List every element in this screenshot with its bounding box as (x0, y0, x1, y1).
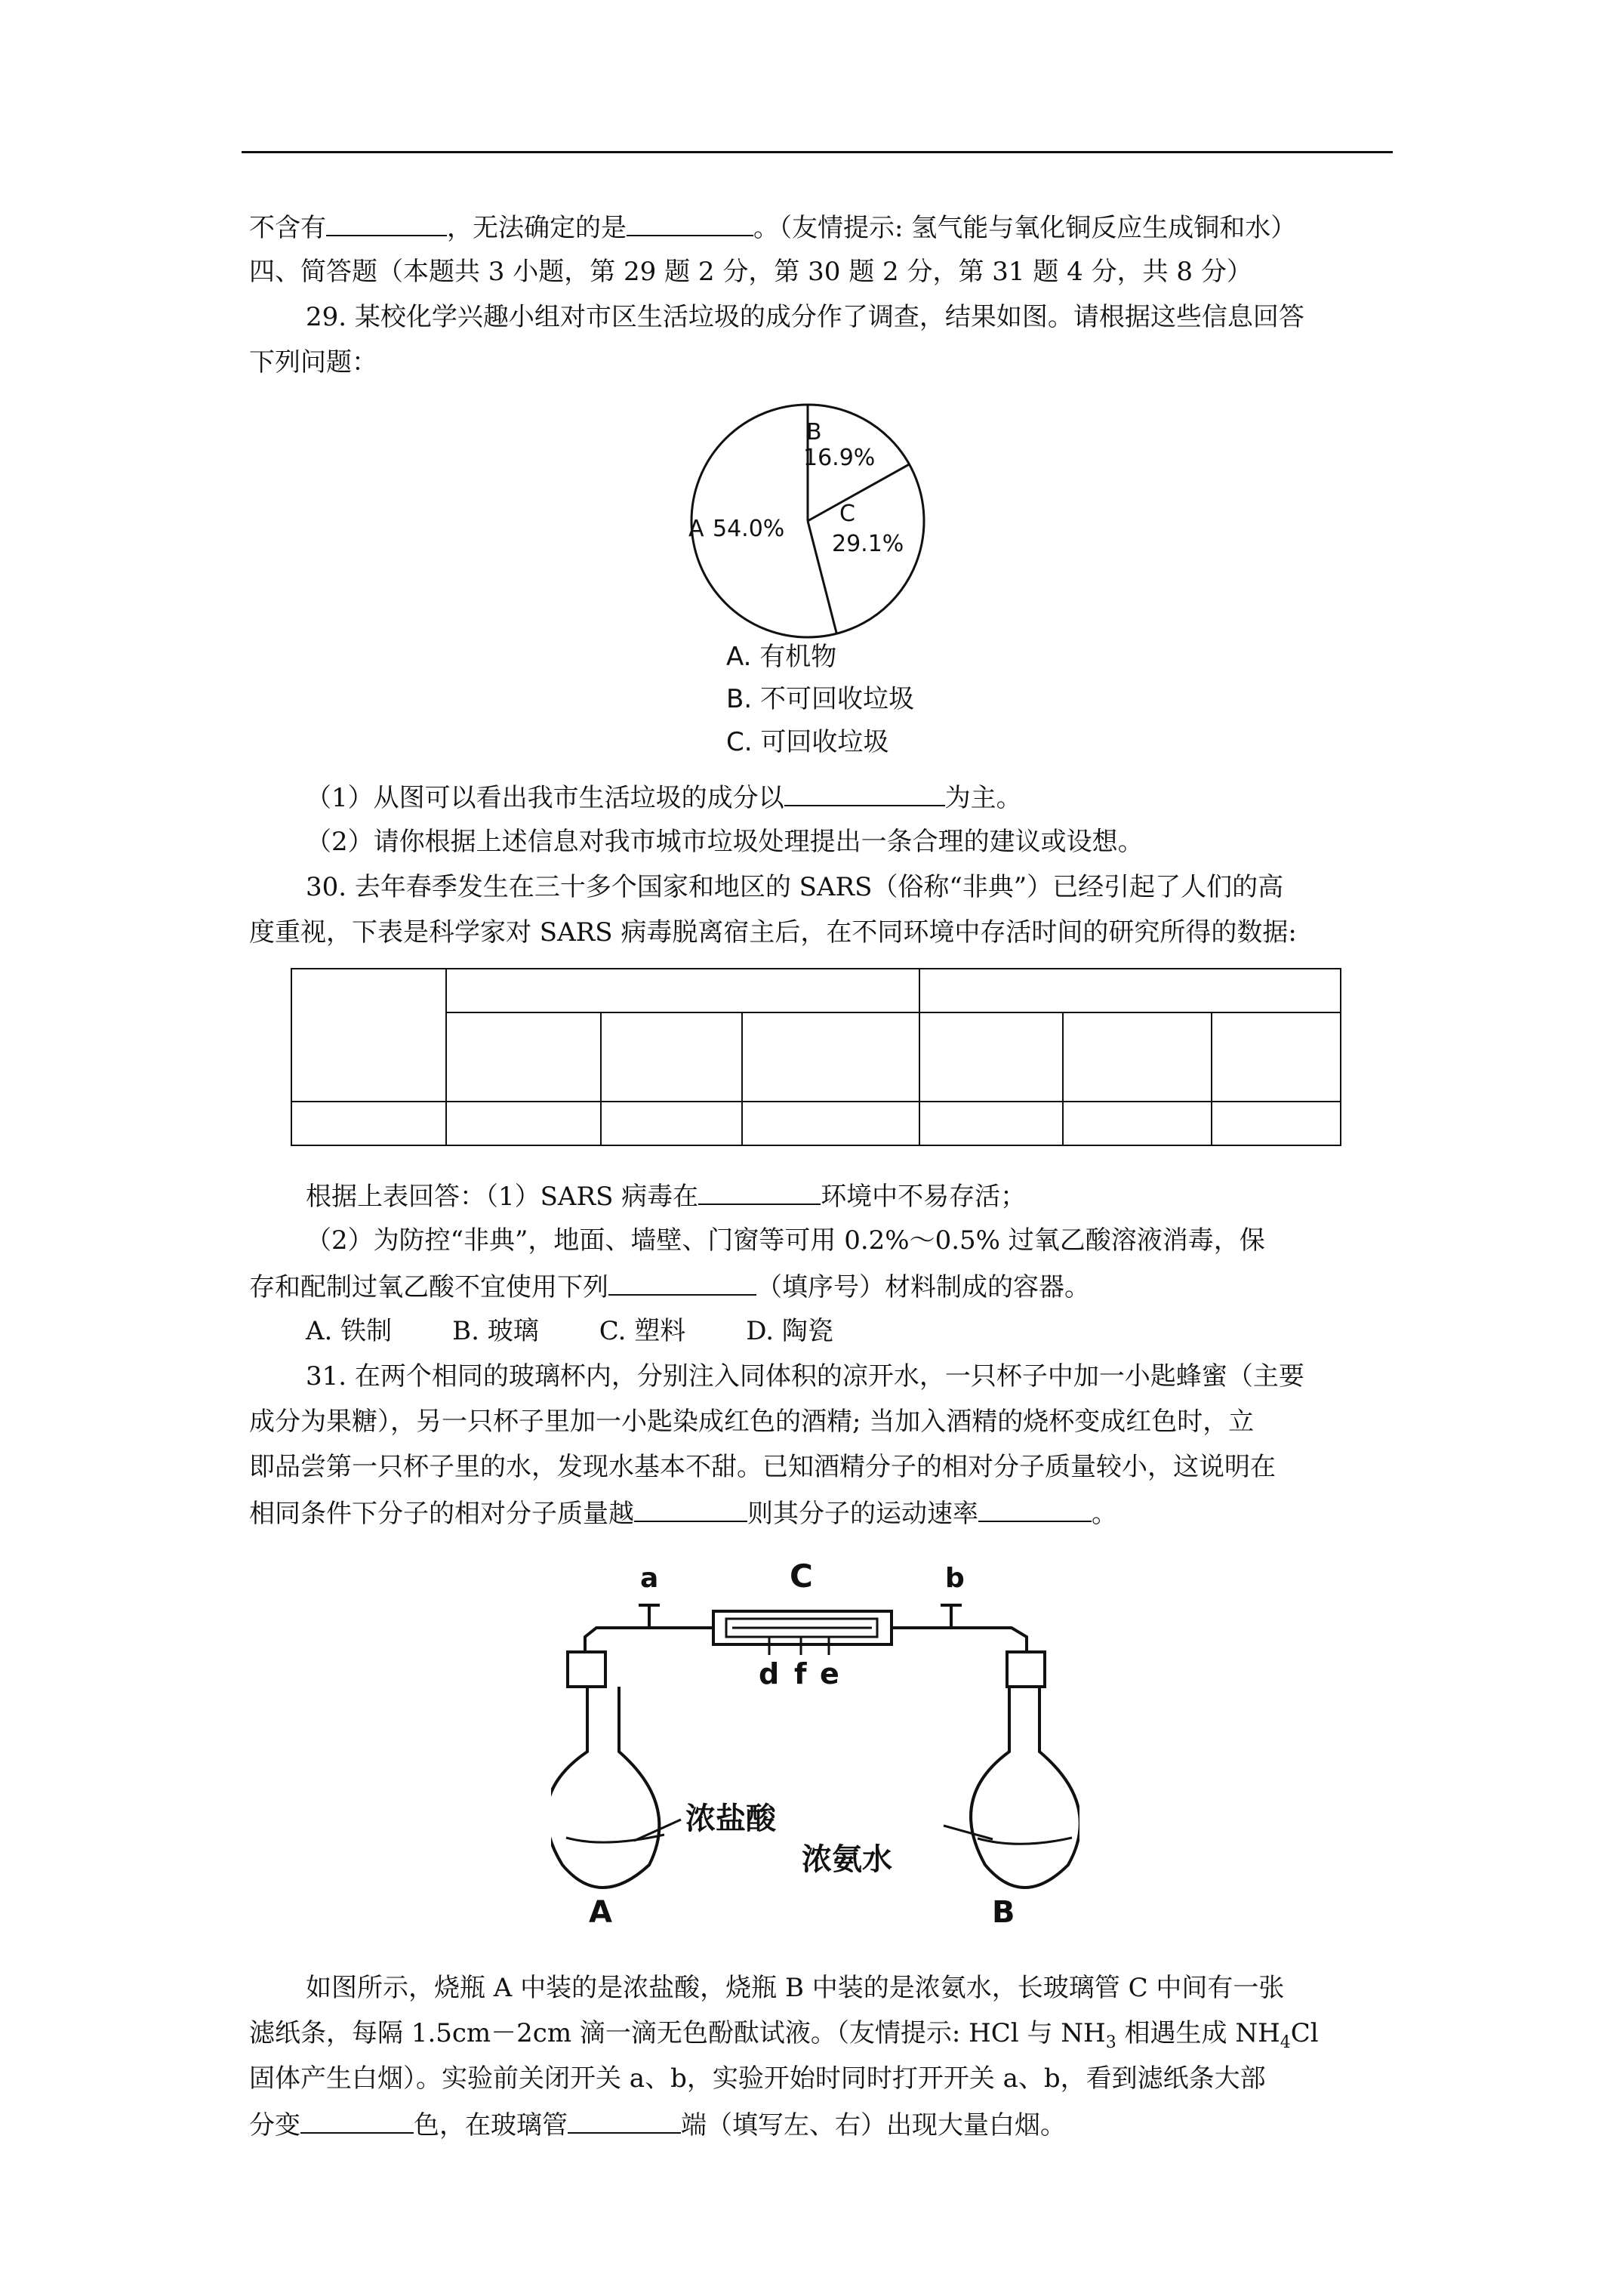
label-conc-hcl: 浓盐酸 (685, 1801, 776, 1836)
q29-sub-2: （2）请你根据上述信息对我市城市垃圾处理提出一条合理的建议或设想。 (306, 827, 1144, 857)
q31-line-2: 成分为果糖），另一只杯子里加一小匙染成红色的酒精; 当加入酒精的烧杯变成红色时，立 (249, 1407, 1255, 1437)
slice-label-b: B (806, 419, 822, 445)
right-tube (892, 1628, 1027, 1653)
option-d[interactable]: D. 陶瓷 (746, 1316, 833, 1346)
q28-text-3: 。（友情提示: 氢气能与氧化铜反应生成铜和水） (753, 213, 1297, 243)
right-stopper (1007, 1652, 1045, 1687)
table-cell (1063, 1012, 1212, 1102)
answer-blank[interactable] (300, 2106, 414, 2134)
q31b-line-2-text-end: Cl (1290, 2018, 1319, 2048)
q31-line-1: 31. 在两个相同的玻璃杯内，分别注入同体积的凉开水，一只杯子中加一小匙蜂蜜（主要 (306, 1361, 1304, 1391)
flask-b (971, 1687, 1079, 1888)
pie-separator-b-c (808, 464, 909, 521)
q31b-line-2-text-mid: 相遇生成 NH (1116, 2018, 1280, 2048)
q29-sub-1-text: （1）从图可以看出我市生活垃圾的成分以 (306, 783, 784, 813)
table-cell (1212, 1012, 1341, 1102)
label-flask-a: A (589, 1895, 612, 1930)
table-cell (919, 969, 1341, 1012)
slice-label-a: A (688, 516, 704, 542)
sars-survival-table (291, 968, 1341, 1146)
q31-line-4-text-end: 。 (1092, 1499, 1117, 1529)
acid-surface (566, 1835, 664, 1842)
q31-line-3: 即品尝第一只杯子里的水，发现水基本不甜。已知酒精分子的相对分子质量较小，这说明在 (249, 1452, 1276, 1482)
legend-item-b: B. 不可回收垃圾 (726, 684, 914, 714)
option-a[interactable]: A. 铁制 (306, 1316, 393, 1346)
label-valve-b: b (945, 1563, 965, 1594)
table-cell (446, 1012, 601, 1102)
label-conc-ammonia: 浓氨水 (802, 1842, 892, 1877)
answer-blank[interactable] (698, 1178, 821, 1205)
table-cell (291, 969, 446, 1102)
legend-item-c: C. 可回收垃圾 (726, 727, 889, 757)
q28-continuation (249, 209, 1296, 245)
table-cell (291, 1102, 446, 1145)
q29-sub-1 (306, 779, 1022, 815)
q31b-line-3: 固体产生白烟）。实验前关闭开关 a、b，实验开始时同时打开开关 a、b，看到滤纸条大部 (249, 2063, 1266, 2094)
slice-label-c: C (839, 501, 855, 527)
answer-blank[interactable] (634, 1495, 747, 1522)
q31b-line-1: 如图所示，烧瓶 A 中装的是浓盐酸，烧瓶 B 中装的是浓氨水，长玻璃管 C 中间有一张 (306, 1973, 1285, 2003)
table-cell (1212, 1102, 1341, 1145)
table-cell (446, 969, 919, 1012)
answer-blank[interactable] (608, 1268, 756, 1296)
q30-line-1: 30. 去年春季发生在三十多个国家和地区的 SARS（俗称“非典”）已经引起了人们的高 (306, 872, 1284, 902)
q28-text-2: ，无法确定的是 (447, 213, 627, 243)
section-heading: 四、简答题（本题共 3 小题，第 29 题 2 分，第 30 题 2 分，第 31 题 4 分，共 8 分） (249, 257, 1252, 287)
q31b-line-4-text-end: 端（填写左、右）出现大量白烟。 (681, 2110, 1066, 2140)
table-cell (1063, 1102, 1212, 1145)
table-cell (919, 1102, 1063, 1145)
subscript-4: 4 (1280, 2032, 1291, 2052)
q30-options (306, 1314, 894, 1348)
q31b-line-2 (249, 2016, 1319, 2060)
flask-a (551, 1687, 659, 1888)
subscript-3: 3 (1105, 2032, 1116, 2052)
table-cell (742, 1102, 919, 1145)
pie-chart (679, 393, 936, 649)
q28-text-1: 不含有 (249, 213, 326, 243)
q31b-line-4 (249, 2106, 1066, 2143)
label-d: d (759, 1657, 780, 1690)
slice-value-b: 16.9% (803, 445, 876, 471)
table-cell (601, 1012, 742, 1102)
option-c[interactable]: C. 塑料 (599, 1316, 686, 1346)
ammonia-leader (944, 1826, 993, 1839)
q29-sub-1-text-end: 为主。 (944, 783, 1022, 813)
q30-answer-1-text-end: 环境中不易存活； (821, 1182, 1027, 1212)
q31-line-4-text: 相同条件下分子的相对分子质量越 (249, 1499, 634, 1529)
q31-line-4 (249, 1495, 1117, 1531)
table-cell (446, 1102, 601, 1145)
apparatus-diagram (551, 1548, 1079, 1940)
q30-answer-1-text: 根据上表回答：（1）SARS 病毒在 (306, 1182, 699, 1212)
q29-line-2: 下列问题： (249, 347, 377, 378)
q30-answer-2-line-2 (249, 1268, 1090, 1305)
answer-blank[interactable] (326, 209, 447, 236)
left-stopper (568, 1652, 605, 1687)
table-cell (742, 1012, 919, 1102)
label-e: e (820, 1657, 839, 1690)
label-tube-c: C (790, 1558, 813, 1595)
table-cell (919, 1012, 1063, 1102)
q30-answer-1 (306, 1178, 1026, 1214)
q30-line-2: 度重视，下表是科学家对 SARS 病毒脱离宿主后，在不同环境中存活时间的研究所得的数据: (249, 917, 1297, 948)
legend-item-a: A. 有机物 (726, 642, 837, 672)
q31b-line-2-text: 滤纸条，每隔 1.5cm－2cm 滴一滴无色酚酞试液。（友情提示: HCl 与 NH (249, 2018, 1106, 2048)
label-flask-b: B (992, 1895, 1015, 1930)
label-f: f (794, 1657, 807, 1690)
answer-blank[interactable] (568, 2106, 681, 2134)
q30-answer-2-text: 存和配制过氧乙酸不宜使用下列 (249, 1272, 608, 1302)
label-valve-a: a (640, 1563, 659, 1594)
left-tube (585, 1628, 713, 1653)
option-b[interactable]: B. 玻璃 (452, 1316, 539, 1346)
slice-value-c: 29.1% (832, 531, 904, 557)
answer-blank[interactable] (627, 209, 753, 236)
q31-line-4-text-mid: 则其分子的运动速率 (747, 1499, 978, 1529)
table-cell (601, 1102, 742, 1145)
q29-line-1: 29. 某校化学兴趣小组对市区生活垃圾的成分作了调查，结果如图。请根据这些信息回答 (306, 302, 1304, 332)
header-rule (242, 151, 1393, 153)
q30-answer-2-text-end: （填序号）材料制成的容器。 (756, 1272, 1090, 1302)
q31b-line-4-text-mid: 色，在玻璃管 (414, 2110, 568, 2140)
q31b-line-4-text: 分变 (249, 2110, 300, 2140)
slice-value-a: 54.0% (713, 516, 785, 542)
answer-blank[interactable] (978, 1495, 1092, 1522)
answer-blank[interactable] (784, 779, 945, 806)
q30-answer-2-line-1: （2）为防控“非典”，地面、墙壁、门窗等可用 0.2%～0.5% 过氧乙酸溶液消毒，保 (306, 1225, 1265, 1256)
